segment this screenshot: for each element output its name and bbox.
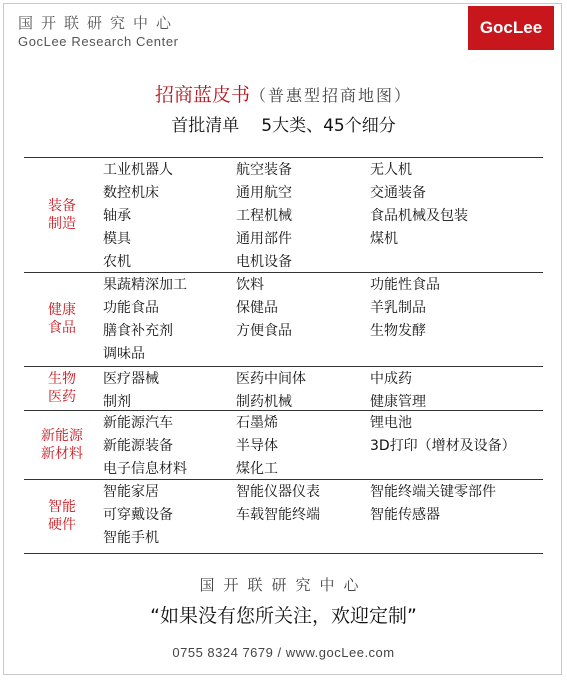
subcategory-item: 食品机械及包装 [370,208,468,224]
category-name: 生物 医药 [48,371,76,405]
subcategory-item: 制剂 [103,394,131,410]
subcategory-item: 可穿戴设备 [103,507,173,523]
row-divider [24,366,543,367]
category-name: 装备 制造 [48,197,76,232]
footer-org: 国开联研究中心 [199,576,368,594]
subcategory-item: 方便食品 [236,323,292,339]
subcategory-item: 电机设备 [236,254,292,270]
subcategory-item: 航空装备 [236,162,292,178]
subcategory-item: 医药中间体 [236,371,306,387]
category-label [24,272,100,366]
subcategory-item: 半导体 [236,438,278,454]
subcategory-item: 智能家居 [103,484,159,500]
category-name: 智能 硬件 [48,499,76,533]
subcategory-item: 农机 [103,254,131,270]
subcategory-item: 羊乳制品 [370,300,426,316]
category-name: 健康 食品 [48,302,76,336]
phone-number: 0755 8324 7679 [172,645,274,660]
subcategory-item: 交通装备 [370,185,426,201]
subcategory-item: 中成药 [370,371,412,387]
subcategory-item: 石墨烯 [236,415,278,431]
title-main: 招商蓝皮书 [154,84,250,106]
subcategory-item: 新能源汽车 [103,415,173,431]
subcategory-item: 生物发酵 [370,323,426,339]
subcategory-item: 调味品 [103,346,145,362]
subcategory-item: 轴承 [103,208,131,224]
subcategory-item: 饮料 [236,277,264,293]
subcategory-item: 保健品 [236,300,278,316]
website-link[interactable]: www.gocLee.com [285,645,395,660]
subcategory-item: 工程机械 [236,208,292,224]
subcategory-item: 智能传感器 [370,507,440,523]
subcategory-item: 智能手机 [103,530,159,546]
subcategory-item: 膳食补充剂 [103,323,173,339]
footer-contact [0,645,567,660]
footer-quote: “如果没有您所关注，欢迎定制” [150,605,417,627]
row-divider [24,479,543,480]
table-border [24,553,543,554]
title-sub: （普惠型招商地图） [250,86,413,105]
brand-name-cn: 国开联研究中心 [18,14,180,32]
subcategory-item: 无人机 [370,162,412,178]
subcategory-item: 煤化工 [236,461,278,477]
category-label [24,479,100,553]
subcategory-item: 工业机器人 [103,162,173,178]
subcategory-item: 煤机 [370,231,398,247]
subcategory-item: 通用部件 [236,231,292,247]
contact-separator: / [277,645,282,660]
subcategory-item: 车载智能终端 [236,507,320,523]
list-count: 5大类、45个细分 [261,116,396,136]
subcategory-item: 3D打印（增材及设备） [370,438,516,454]
subcategory-item: 新能源装备 [103,438,173,454]
subcategory-item: 果蔬精深加工 [103,277,187,293]
goclee-logo: GocLee [468,6,554,50]
subcategory-item: 锂电池 [370,415,412,431]
subcategory-item: 制药机械 [236,394,292,410]
category-label [24,410,100,479]
list-label: 首批清单 [171,116,240,136]
subcategory-item: 数控机床 [103,185,159,201]
brand-name-en: GocLee Research Center [18,34,179,49]
document-title [0,80,567,107]
subcategory-item: 电子信息材料 [103,461,187,477]
subcategory-item: 通用航空 [236,185,292,201]
category-name: 新能源 新材料 [41,427,83,462]
category-label [24,366,100,410]
subcategory-item: 健康管理 [370,394,426,410]
category-label [24,157,100,272]
subcategory-item: 功能性食品 [370,277,440,293]
subcategory-item: 医疗器械 [103,371,159,387]
subcategory-item: 智能终端关键零部件 [370,484,496,500]
subcategory-item: 智能仪器仪表 [236,484,320,500]
table-border [24,157,543,158]
subcategory-item: 模具 [103,231,131,247]
subcategory-item: 功能食品 [103,300,159,316]
list-subtitle [0,111,567,136]
